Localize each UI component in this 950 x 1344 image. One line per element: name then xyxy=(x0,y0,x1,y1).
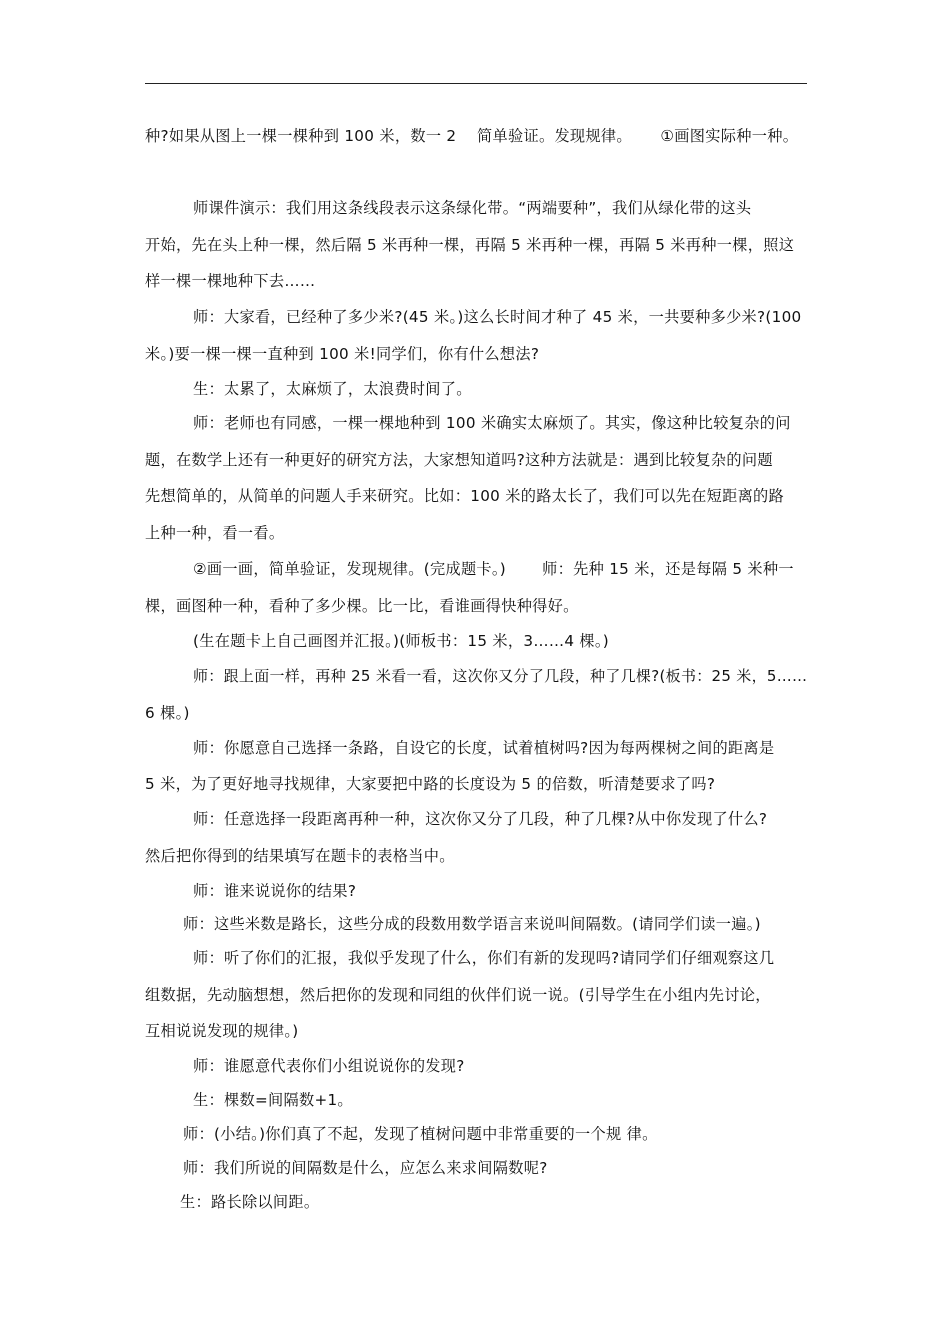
text-line-5: 米。)要一棵一棵一直种到 100 米!同学们，你有什么想法? xyxy=(145,345,540,363)
text-line-19: 然后把你得到的结果填写在题卡的表格当中。 xyxy=(145,847,455,865)
text-line-21: 师：这些米数是路长，这些分成的段数用数学语言来说叫间隔数。(请同学们读一遍。) xyxy=(183,915,761,933)
text-line-0: 种?如果从图上一棵一棵种到 100 米，数一 2 简单验证。发现规律。 ①画图实际种一种。 xyxy=(145,127,799,145)
text-line-22: 师：听了你们的汇报，我似乎发现了什么，你们有新的发现吗?请同学们仔细观察这几 xyxy=(193,949,775,967)
text-line-18: 师：任意选择一段距离再种一种，这次你又分了几段，种了几棵?从中你发现了什么? xyxy=(193,810,768,828)
text-line-28: 师：我们所说的间隔数是什么，应怎么来求间隔数呢? xyxy=(183,1159,548,1177)
text-line-3: 样一棵一棵地种下去…… xyxy=(145,272,316,290)
text-line-8: 题，在数学上还有一种更好的研究方法，大家想知道吗?这种方法就是：遇到比较复杂的问题 xyxy=(145,451,773,469)
text-line-4: 师：大家看，已经种了多少米?(45 米。)这么长时间才种了 45 米，一共要种多少米?(100 xyxy=(193,308,802,326)
text-line-20: 师：谁来说说你的结果? xyxy=(193,882,357,900)
text-line-13: (生在题卡上自己画图并汇报。)(师板书：15 米，3……4 棵。) xyxy=(193,632,610,650)
text-line-7: 师：老师也有同感，一棵一棵地种到 100 米确实太麻烦了。其实，像这种比较复杂的问 xyxy=(193,414,791,432)
text-line-9: 先想简单的，从简单的问题人手来研究。比如：100 米的路太长了，我们可以先在短距离的路 xyxy=(145,487,785,505)
text-line-1: 师课件演示：我们用这条线段表示这条绿化带。“两端要种”，我们从绿化带的这头 xyxy=(193,199,752,217)
text-line-17: 5 米，为了更好地寻找规律，大家要把中路的长度设为 5 的倍数，听清楚要求了吗? xyxy=(145,775,716,793)
text-line-26: 生：棵数=间隔数+1。 xyxy=(193,1091,353,1109)
text-line-15: 6 棵。) xyxy=(145,704,190,722)
text-line-6: 生：太累了，太麻烦了，太浪费时间了。 xyxy=(193,380,472,398)
text-line-11: ②画一画，简单验证，发现规律。(完成题卡。) 师：先种 15 米，还是每隔 5 米种一 xyxy=(193,560,794,578)
text-line-25: 师：谁愿意代表你们小组说说你的发现? xyxy=(193,1057,465,1075)
text-line-10: 上种一种，看一看。 xyxy=(145,524,285,542)
text-line-14: 师：跟上面一样，再种 25 米看一看，这次你又分了几段，种了几棵?(板书：25 米，5…… xyxy=(193,667,808,685)
text-line-16: 师：你愿意自己选择一条路，自设它的长度，试着植树吗?因为每两棵树之间的距离是 xyxy=(193,739,775,757)
text-line-2: 开始，先在头上种一棵，然后隔 5 米再种一棵，再隔 5 米再种一棵，再隔 5 米再种一棵，照这 xyxy=(145,236,795,254)
text-line-12: 棵，画图种一种，看种了多少棵。比一比，看谁画得快种得好。 xyxy=(145,597,579,615)
text-line-27: 师：(小结。)你们真了不起，发现了植树问题中非常重要的一个规 律。 xyxy=(183,1125,658,1143)
text-line-23: 组数据，先动脑想想，然后把你的发现和同组的伙伴们说一说。(引导学生在小组内先讨论， xyxy=(145,986,771,1004)
header-rule xyxy=(145,83,807,84)
text-line-29: 生：路长除以间距。 xyxy=(180,1193,320,1211)
text-line-24: 互相说说发现的规律。) xyxy=(145,1022,299,1040)
